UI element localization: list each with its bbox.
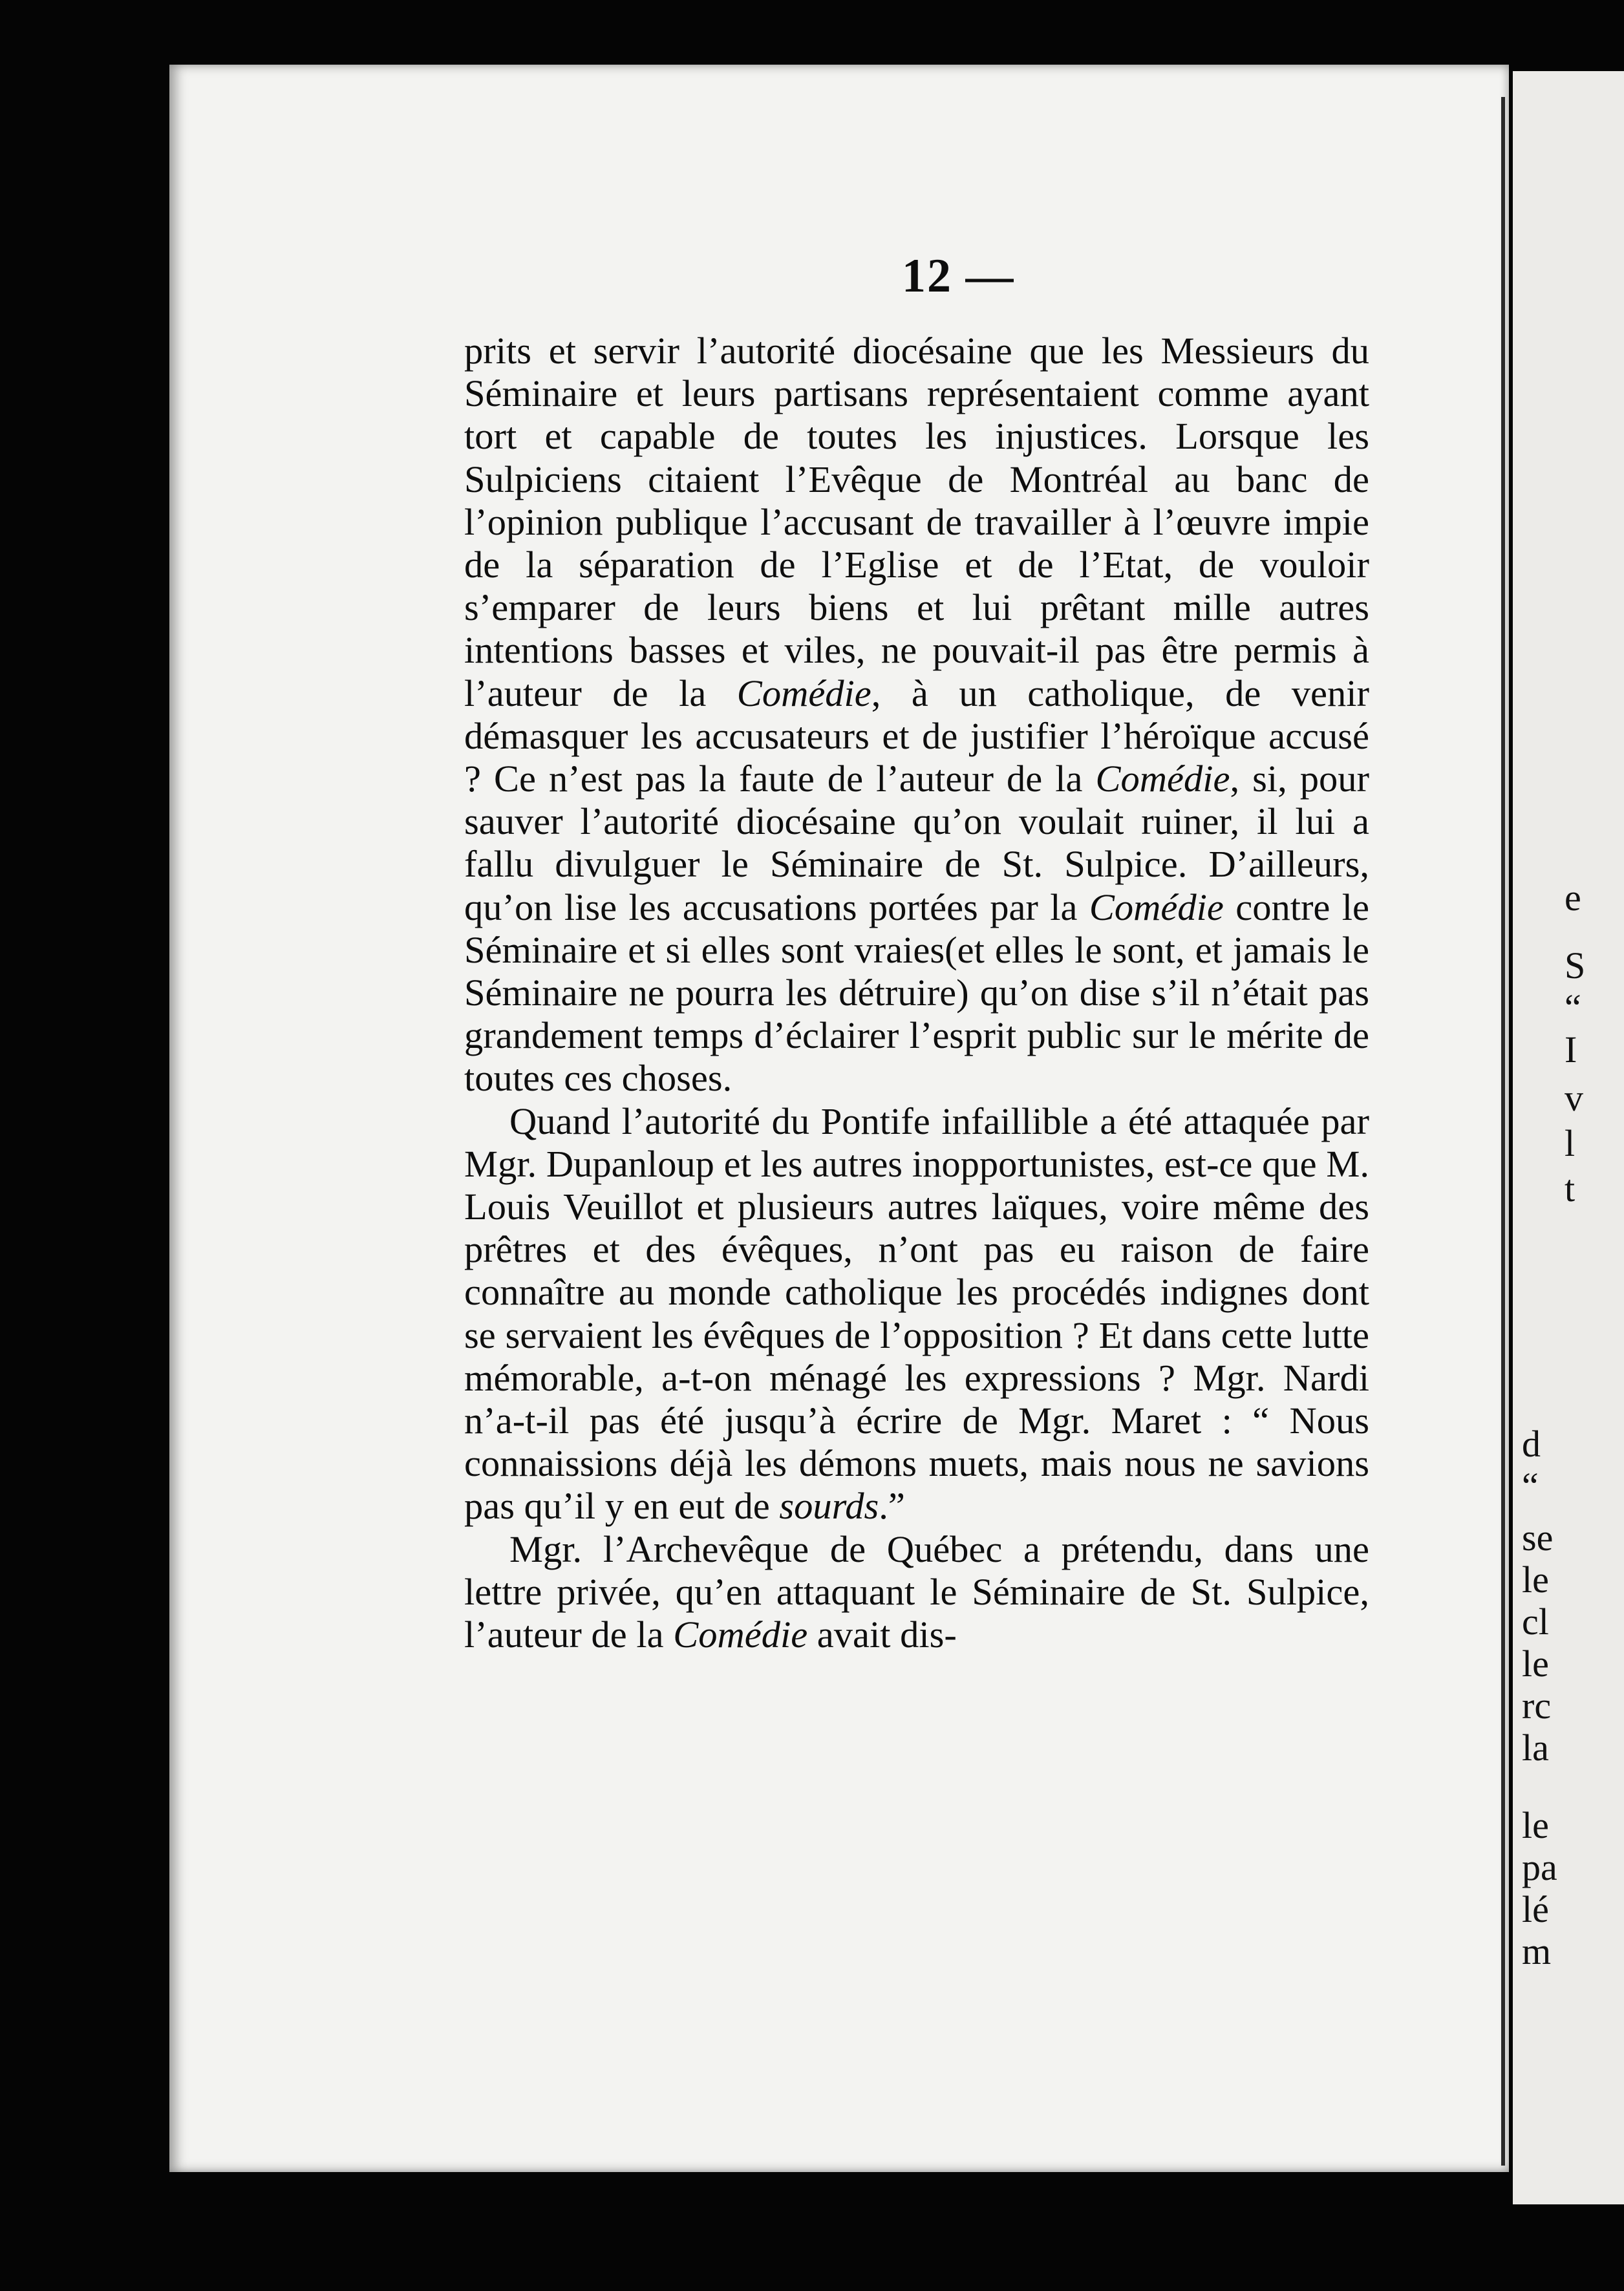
facing-page-fragment: rc <box>1522 1685 1552 1727</box>
facing-page-fragment: la <box>1522 1727 1549 1769</box>
facing-page-fragment: “ <box>1565 986 1581 1028</box>
facing-page-fragment: le <box>1522 1804 1549 1846</box>
paragraph: Quand l’autorité du Pontife infaillible a été attaquée par Mgr. Dupanloup et les autres inopportunistes, est-ce que M. Louis Veuillot et plusieurs autres laïques, voire même des prêtres et des évêques, n’ont pas eu raison de faire connaître au monde catholique les procédés indignes dont se servaient les évêques de l’opposition ? Et dans cette lutte mémorable, a-t-on ménagé les expressions ? Mgr. Nardi n’a-t-il pas été jusqu’à écrire de Mgr. Maret : “ Nous connaissions déjà les démons muets, mais nous ne savions pas qu’il y en eut de sourds.” <box>464 1100 1369 1528</box>
facing-page-fragment: I <box>1565 1028 1577 1071</box>
facing-page-fragment: cl <box>1522 1601 1549 1643</box>
facing-page-fragment: t <box>1565 1167 1576 1209</box>
facing-page-fragment: S <box>1565 944 1586 986</box>
page-gutter <box>1501 97 1505 2166</box>
page-number: 12 — <box>902 250 1015 303</box>
facing-page-fragment: le <box>1522 1559 1549 1601</box>
facing-page-fragment: e <box>1565 877 1581 919</box>
facing-page-fragment: l <box>1565 1122 1576 1164</box>
facing-page-edge <box>1513 71 1624 2204</box>
page-body <box>464 330 1369 1656</box>
facing-page-fragment: m <box>1522 1930 1552 1972</box>
paragraph: prits et servir l’autorité diocésaine que les Messieurs du Séminaire et leurs partisans représentaient comme ayant tort et capable de toutes les injustices. Lorsque les Sulpiciens citaient l’Evêque de Montréal au banc de l’opinion publique l’accusant de travailler à l’œuvre impie de la séparation de l’Eglise et de l’Etat, de vouloir s’emparer de leurs biens et lui prêtant mille autres intentions basses et viles, ne pouvait-il pas être permis à l’auteur de la Comédie, à un catholique, de venir démasquer les accusateurs et de justifier l’héroïque accusé ? Ce n’est pas la faute de l’auteur de la Comédie, si, pour sauver l’autorité diocésaine qu’on voulait ruiner, il lui a fallu divulguer le Séminaire de St. Sulpice. D’ailleurs, qu’on lise les accusations portées par la Comédie contre le Séminaire et si elles sont vraies(et elles le sont, et jamais le Séminaire ne pourra les détruire) qu’on dise s’il n’était pas grandement temps d’éclairer l’esprit public sur le mérite de toutes ces choses. <box>464 330 1370 1100</box>
facing-page-fragment: pa <box>1522 1846 1557 1888</box>
facing-page-fragment: d <box>1522 1423 1541 1465</box>
facing-page-fragment: lé <box>1522 1888 1549 1930</box>
paragraph: Mgr. l’Archevêque de Québec a prétendu, dans une lettre privée, qu’en attaquant le Séminaire de St. Sulpice, l’auteur de la Comédie avait dis- <box>464 1528 1369 1656</box>
facing-page-fragment: v <box>1565 1077 1583 1119</box>
facing-page-fragment: “ <box>1522 1465 1539 1507</box>
facing-page-fragment: le <box>1522 1643 1549 1685</box>
facing-page-fragment: se <box>1522 1517 1554 1559</box>
